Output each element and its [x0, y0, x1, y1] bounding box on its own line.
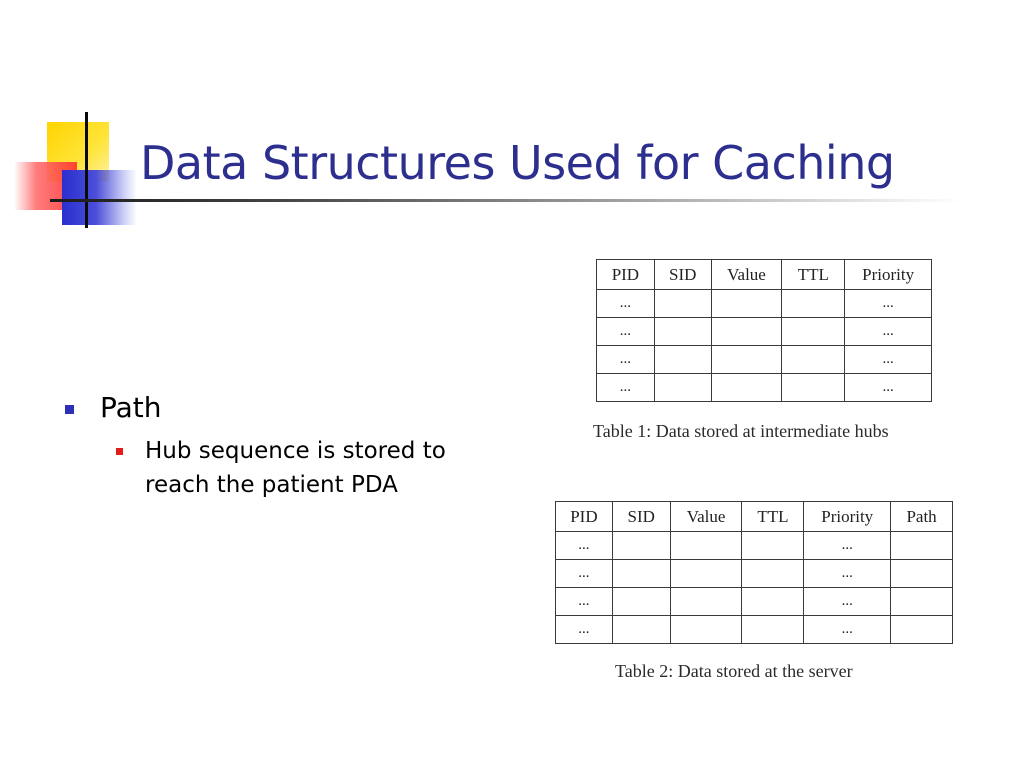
column-header: PID [597, 260, 655, 290]
table-cell [612, 588, 670, 616]
table-caption: Table 2: Data stored at the server [615, 661, 853, 681]
table-cell: ... [845, 318, 932, 346]
blue-square-shape [62, 170, 137, 225]
column-header: TTL [742, 502, 804, 532]
table-row [597, 346, 932, 374]
table-cell [742, 616, 804, 644]
table-cell: ... [556, 532, 613, 560]
table-header-row [597, 260, 932, 290]
table-cell: ... [804, 588, 891, 616]
server-data-table [555, 501, 953, 644]
table-row [556, 588, 953, 616]
table-cell: ... [556, 588, 613, 616]
table-cell: ... [804, 532, 891, 560]
table-cell: ... [597, 346, 655, 374]
table-cell [612, 616, 670, 644]
table-row [556, 560, 953, 588]
table-header-row [556, 502, 953, 532]
column-header: Value [711, 260, 782, 290]
table-cell: ... [845, 290, 932, 318]
table-cell [782, 374, 845, 402]
table-cell [670, 560, 742, 588]
sub-bullet-text: Hub sequence is stored to reach the patient PDA [145, 438, 446, 498]
table-cell [654, 318, 711, 346]
table-cell [891, 532, 953, 560]
column-header: Path [891, 502, 953, 532]
table-cell [742, 560, 804, 588]
slide-title: Data Structures Used for Caching [140, 136, 895, 190]
table-cell [711, 346, 782, 374]
table-cell [782, 290, 845, 318]
table-cell: ... [597, 374, 655, 402]
table-cell [742, 588, 804, 616]
table-cell [670, 532, 742, 560]
column-header: Priority [845, 260, 932, 290]
table-cell [670, 616, 742, 644]
table-row [556, 532, 953, 560]
table-cell [612, 560, 670, 588]
table-cell: ... [556, 560, 613, 588]
table-cell: ... [597, 318, 655, 346]
square-bullet-icon [65, 405, 74, 414]
vertical-rule [85, 112, 88, 228]
table-cell [742, 532, 804, 560]
title-underline [50, 199, 962, 202]
table-cell [670, 588, 742, 616]
table-row [597, 318, 932, 346]
table-cell [711, 318, 782, 346]
decorative-logo [0, 0, 160, 240]
bullet-text: Path [100, 391, 162, 424]
table-row [597, 290, 932, 318]
table-cell [891, 616, 953, 644]
hub-data-table [596, 259, 932, 402]
table-cell: ... [597, 290, 655, 318]
column-header: SID [654, 260, 711, 290]
table-caption: Table 1: Data stored at intermediate hubs [593, 421, 889, 441]
table-cell [782, 346, 845, 374]
table-cell: ... [804, 560, 891, 588]
table-cell: ... [845, 374, 932, 402]
column-header: SID [612, 502, 670, 532]
table-cell [654, 346, 711, 374]
table-cell [711, 374, 782, 402]
table-row [597, 374, 932, 402]
sub-bullet-item [60, 434, 500, 502]
bullet-list [60, 390, 500, 502]
column-header: Priority [804, 502, 891, 532]
table-cell [654, 290, 711, 318]
table-cell [612, 532, 670, 560]
column-header: PID [556, 502, 613, 532]
table-cell [782, 318, 845, 346]
table-cell: ... [804, 616, 891, 644]
column-header: TTL [782, 260, 845, 290]
column-header: Value [670, 502, 742, 532]
table-cell [891, 588, 953, 616]
table-row [556, 616, 953, 644]
table-cell: ... [845, 346, 932, 374]
square-bullet-icon [116, 448, 123, 455]
bullet-item [60, 390, 500, 426]
table-cell: ... [556, 616, 613, 644]
table-cell [711, 290, 782, 318]
table-cell [654, 374, 711, 402]
table-cell [891, 560, 953, 588]
